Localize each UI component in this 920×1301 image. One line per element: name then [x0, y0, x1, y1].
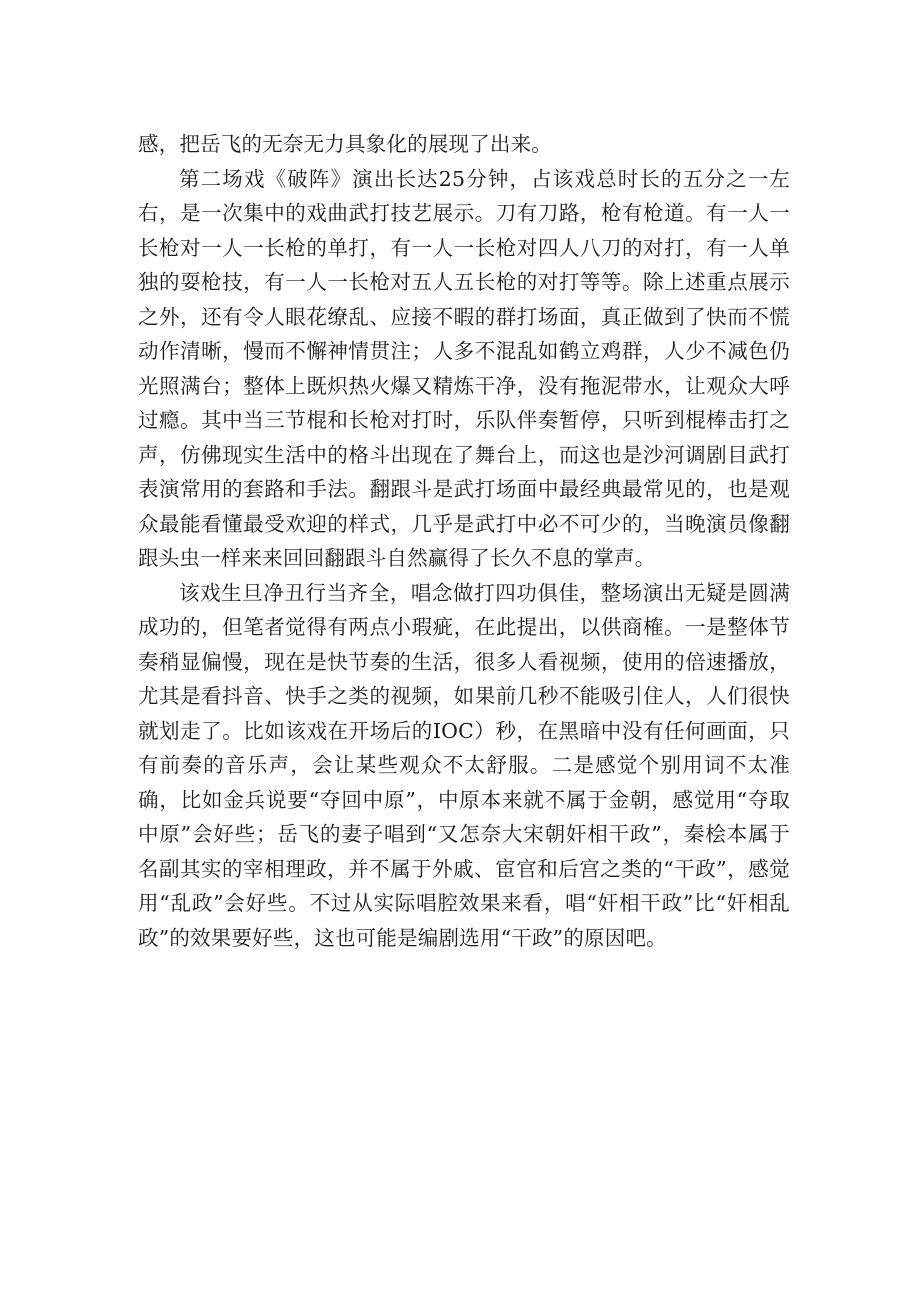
paragraph-continuation: 感，把岳飞的无奈无力具象化的展现了出来。	[138, 132, 552, 156]
paragraph-critique: 该戏生旦净丑行当齐全，唱念做打四功俱佳，整场演出无疑是圆满成功的，但笔者觉得有两点小瑕疵，在此提出，以供商榷。一是整体节奏稍显偏慢，现在是快节奏的生活，很多人看视频，使用的倍速播放，尤其是看抖音、快手之类的视频，如果前几秒不能吸引住人，人们很快就划走了。比如该戏在开场后的IOC）秒，在黑暗中没有任何画面，只有前奏的音乐声，会让某些观众不太舒服。二是感觉个别用词不太准确，比如金兵说要“夺回中原”，中原本来就不属于金朝，感觉用“夺取中原”会好些；岳飞的妻子唱到“又怎奈大宋朝奸相干政”，秦桧本属于名副其实的宰相理政，并不属于外戚、宦官和后宫之类的“干政”，感觉用“乱政”会好些。不过从实际唱腔效果来看，唱“奸相干政”比“奸相乱政”的效果要好些，这也可能是编剧选用“干政”的原因吧。	[138, 580, 790, 950]
article-body	[138, 127, 790, 955]
paragraph-battle-scene: 第二场戏《破阵》演出长达25分钟，占该戏总时长的五分之一左右，是一次集中的戏曲武打技艺展示。刀有刀路，枪有枪道。有一人一长枪对一人一长枪的单打，有一人一长枪对四人八刀的对打，有一人单独的耍枪技，有一人一长枪对五人五长枪的对打等等。除上述重点展示之外，还有令人眼花缭乱、应接不暇的群打场面，真正做到了快而不慌动作清晰，慢而不懈神情贯注；人多不混乱如鹤立鸡群，人少不减色仍光照满台；整体上既炽热火爆又精炼干净，没有拖泥带水，让观众大呼过瘾。其中当三节棍和长枪对打时，乐队伴奏暂停，只听到棍棒击打之声，仿佛现实生活中的格斗出现在了舞台上，而这也是沙河调剧目武打表演常用的套路和手法。翻跟斗是武打场面中最经典最常见的，也是观众最能看懂最受欢迎的样式，几乎是武打中必不可少的，当晚演员像翻跟头虫一样来来回回翻跟斗自然赢得了长久不息的掌声。	[138, 166, 790, 570]
